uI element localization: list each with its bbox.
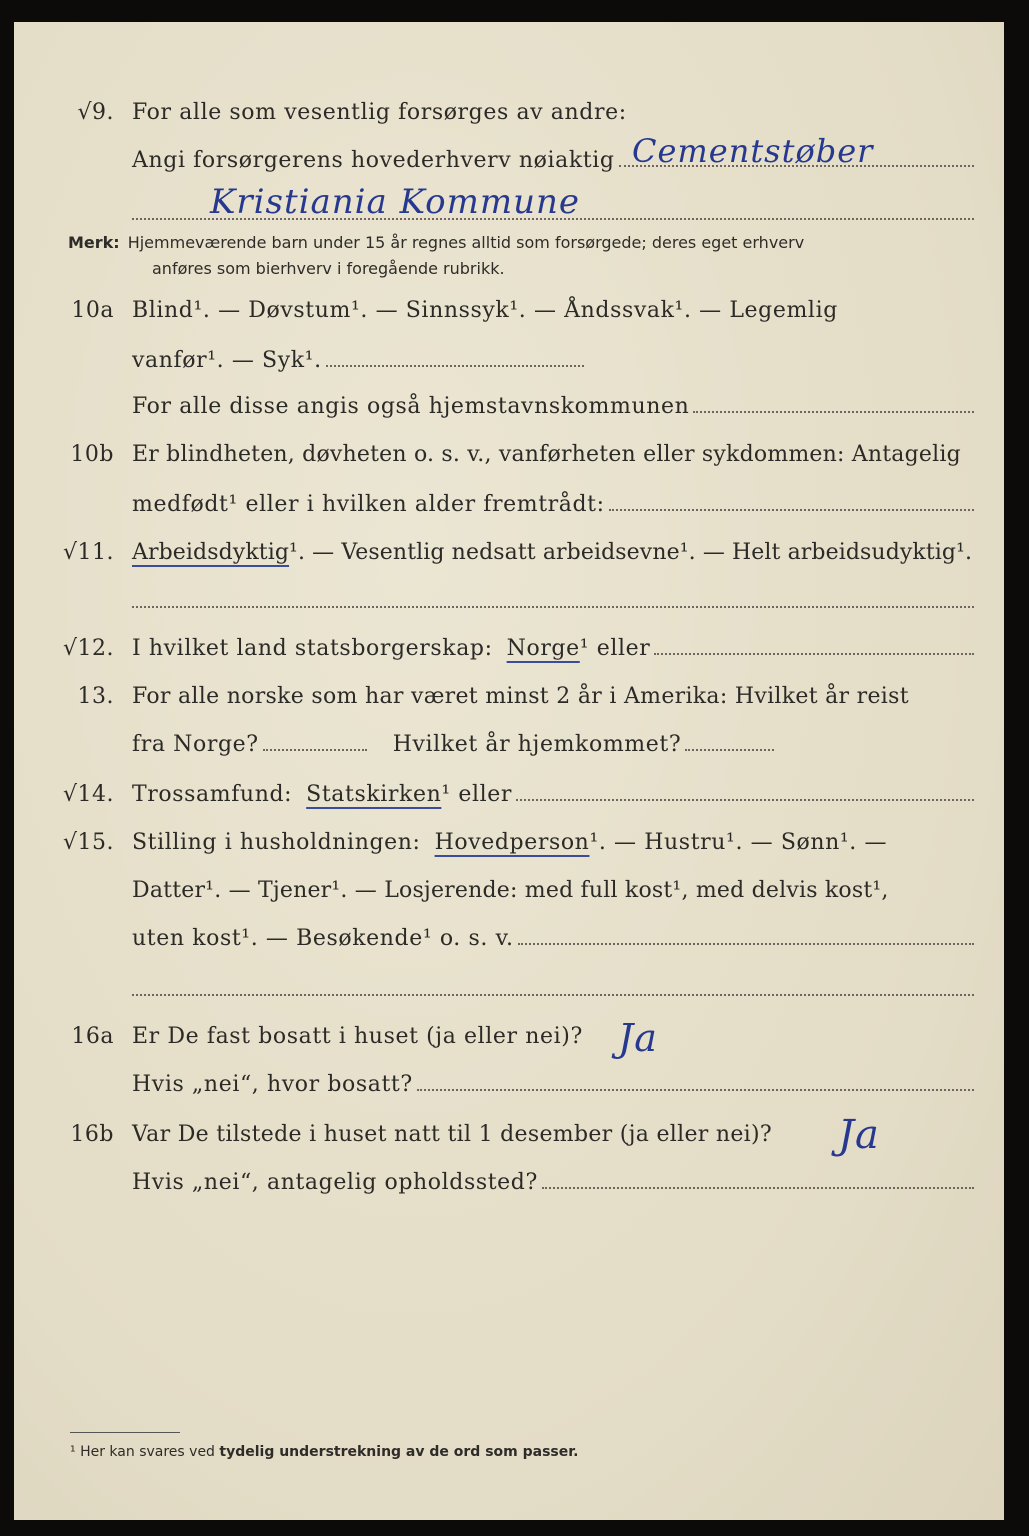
answer-line [417, 1073, 974, 1091]
question-number: 10a [71, 298, 114, 323]
check-mark: √ [62, 830, 78, 855]
footnote-rule [70, 1432, 180, 1433]
question-number: 10b [70, 442, 114, 467]
question-14 [14, 782, 1004, 828]
question-text: I hvilket land statsborgerskap: [132, 636, 493, 661]
question-number: 13. [77, 684, 114, 709]
note-text: anføres som bierhverv i foregående rubrikk. [152, 259, 505, 278]
question-text: Stilling i husholdningen: [132, 830, 421, 855]
question-text: ¹ eller [441, 782, 512, 807]
check-mark: √ [77, 100, 92, 125]
question-text: Hvilket år hjemkommet? [392, 732, 682, 757]
handwritten-answer: Kristiania Kommune [210, 182, 580, 222]
question-10b [14, 442, 1004, 488]
question-text: For alle norske som har været minst 2 år i Amerika: Hvilket år reist [132, 684, 909, 709]
answer-line [609, 493, 974, 511]
question-10a-line-2 [14, 348, 1004, 394]
question-number: 11. [77, 540, 114, 565]
check-mark: √ [62, 636, 78, 661]
question-13 [14, 684, 1004, 730]
question-text: ¹. — Hustru¹. — Sønn¹. — [589, 830, 888, 855]
question-number: 15. [77, 830, 114, 855]
question-10a [14, 298, 1004, 344]
question-text: uten kost¹. — Besøkende¹ o. s. v. [132, 926, 514, 951]
question-13-line-2 [14, 732, 1004, 778]
note-block [68, 230, 978, 282]
underlined-option: Hovedperson [434, 830, 590, 855]
question-text: Datter¹. — Tjener¹. — Losjerende: med full kost¹, med delvis kost¹, [132, 878, 889, 903]
answer-line [518, 927, 974, 945]
handwritten-answer: Cementstøber [632, 132, 874, 170]
question-text: For alle disse angis også hjemstavnskommunen [132, 394, 690, 419]
question-text: Hvis „nei“, antagelig opholdssted? [132, 1170, 538, 1195]
question-text: fra Norge? [132, 732, 259, 757]
answer-line [263, 733, 367, 751]
question-number: 9. [92, 100, 114, 125]
question-15-line-2 [14, 878, 1004, 924]
question-text: Hvis „nei“, hvor bosatt? [132, 1072, 413, 1097]
question-16b-line-2 [14, 1170, 1004, 1216]
answer-line [654, 637, 974, 655]
question-number: 16a [71, 1024, 114, 1049]
census-form-page [14, 22, 1004, 1520]
question-11 [14, 540, 1004, 586]
answer-line [132, 606, 974, 608]
underlined-option: Statskirken [306, 782, 442, 807]
question-number: 14. [77, 782, 114, 807]
question-text: vanfør¹. — Syk¹. [132, 348, 322, 373]
question-15 [14, 830, 1004, 876]
question-16a [14, 1024, 1004, 1070]
footnote-mark: ¹ [70, 1444, 76, 1460]
question-text: ¹. — Vesentlig nedsatt arbeidsevne¹. — Helt arbeidsudyktig¹. [289, 540, 973, 565]
question-number: 12. [77, 636, 114, 661]
answer-line [685, 733, 774, 751]
question-10b-line-2 [14, 492, 1004, 538]
question-text: Angi forsørgerens hovederhverv nøiaktig [132, 148, 615, 173]
answer-line [326, 349, 584, 367]
question-text: medfødt¹ eller i hvilken alder fremtrådt: [132, 492, 605, 517]
footnote-bold-text: tydelig understrekning av de ord som passer. [219, 1444, 579, 1460]
question-text: For alle som vesentlig forsørges av andre: [132, 100, 627, 125]
question-12 [14, 636, 1004, 682]
answer-line [516, 783, 974, 801]
answer-line [132, 994, 974, 996]
footnote [70, 1444, 578, 1460]
question-text: Var De tilstede i huset natt til 1 desember (ja eller nei)? [132, 1122, 772, 1147]
answer-line [542, 1171, 974, 1189]
footnote-text: Her kan svares ved [80, 1444, 215, 1460]
question-10a-line-3 [14, 394, 1004, 440]
underlined-option: Arbeidsdyktig [132, 540, 290, 565]
handwritten-answer: Ja [838, 1112, 880, 1158]
question-text: Blind¹. — Døvstum¹. — Sinnssyk¹. — Åndssvak¹. — Legemlig [132, 298, 838, 323]
question-text: ¹ eller [579, 636, 651, 661]
question-number: 16b [70, 1122, 114, 1147]
question-text: Trossamfund: [132, 782, 293, 807]
answer-line [693, 395, 974, 413]
question-15-line-3 [14, 926, 1004, 972]
handwritten-answer: Ja [618, 1016, 658, 1060]
question-text: Er blindheten, døvheten o. s. v., vanførheten eller sykdommen: Antagelig [132, 442, 961, 467]
underlined-option: Norge [506, 636, 580, 661]
note-label: Merk: [68, 233, 120, 252]
check-mark: √ [62, 540, 78, 565]
check-mark: √ [62, 782, 78, 807]
question-text: Er De fast bosatt i huset (ja eller nei)? [132, 1024, 583, 1049]
note-text: Hjemmeværende barn under 15 år regnes alltid som forsørgede; deres eget erhverv [127, 233, 805, 252]
